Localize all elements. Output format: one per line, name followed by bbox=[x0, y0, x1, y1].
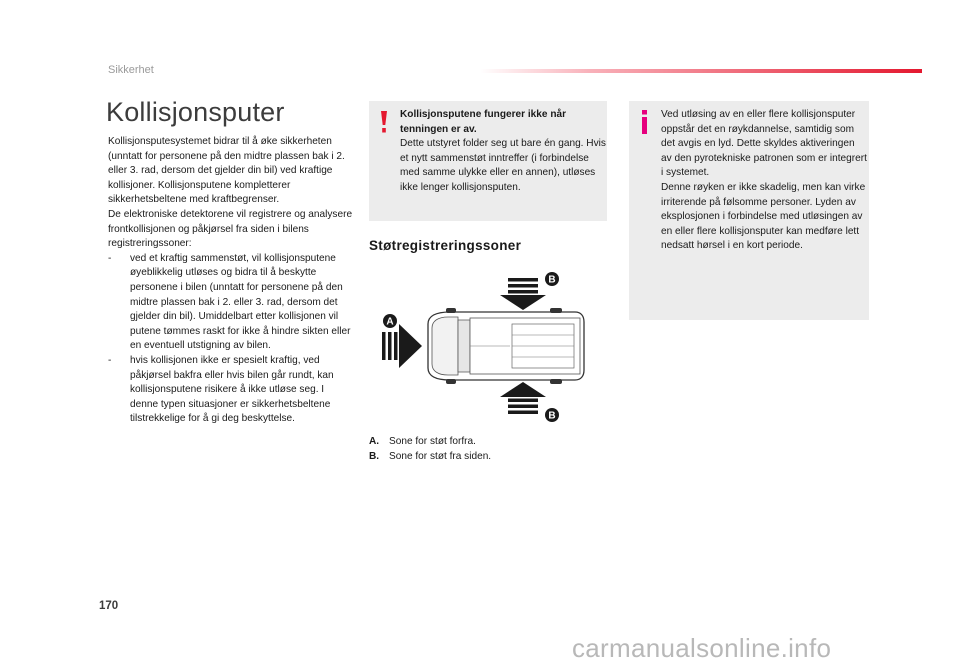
badge-b-top bbox=[545, 272, 559, 286]
info-paragraph: Denne røyken er ikke skadelig, men kan virke irriterende på følsomme personer. Lyden av eksplosjonen i forbindelse med utløsingen av en eller flere kollisjonsputer kan medføre lett nedsatt hørsel i en kort periode. bbox=[661, 181, 866, 252]
legend-item bbox=[369, 434, 491, 449]
intro-text bbox=[108, 135, 353, 427]
warning-text bbox=[400, 108, 606, 196]
warning-body: Dette utstyret folder seg ut bare én gang. Hvis et nytt sammenstøt inntreffer (i forbindelse med samme ulykke eller en annen), utløses ikke lenger kollisjonsputen. bbox=[400, 138, 606, 193]
legend-key: A. bbox=[369, 436, 380, 447]
info-icon bbox=[640, 110, 649, 134]
zones-legend bbox=[369, 434, 491, 464]
warning-bold: Kollisjonsputene fungerer ikke når tenningen er av. bbox=[400, 109, 567, 135]
legend-item bbox=[369, 449, 491, 464]
badge-b-bottom bbox=[545, 408, 559, 422]
van-illustration bbox=[428, 308, 584, 384]
section-header: Sikkerhet bbox=[108, 64, 154, 76]
page-title: Kollisjonsputer bbox=[106, 97, 285, 127]
list-item-text: ved et kraftig sammenstøt, vil kollisjonsputene øyeblikkelig utløses og bidra til å beskytte personene i bilen (unntatt for personene på den midtre plassen bak i 2. eller 3. rad, dersom det gjelder din bil). Umiddelbart etter kollisjonen vil putene tømmes raskt for ikke å hindre sikten eller en eventuell utstigning av bilen. bbox=[130, 252, 351, 352]
intro-paragraph: Kollisjonsputesystemet bidrar til å øke sikkerheten (unntatt for personene på den midtre plassen bak i 2. eller 3. rad, dersom det gjelder din bil) ved kraftige kollisjoner. Kollisjonsputene kompletterer sikkerhetsbeltene med kraftbegrenser. bbox=[108, 136, 345, 206]
arrow-b-top bbox=[500, 278, 546, 310]
header-accent-line bbox=[480, 69, 922, 73]
arrow-a-front bbox=[382, 324, 422, 368]
zones-heading: Støtregistreringssoner bbox=[369, 238, 522, 253]
list-dash: - bbox=[108, 354, 112, 366]
list-item bbox=[108, 252, 353, 354]
legend-key: B. bbox=[369, 451, 380, 462]
list-item bbox=[108, 354, 353, 427]
badge-b-top-label: B bbox=[548, 274, 556, 286]
intro-paragraph: De elektroniske detektorene vil registrere og analysere frontkollisjonen og påkjørsel fra siden i bilens registreringssoner: bbox=[108, 208, 353, 250]
legend-text: Sone for støt forfra. bbox=[389, 436, 476, 447]
impact-zones-diagram bbox=[370, 266, 610, 426]
warning-box bbox=[369, 101, 607, 221]
list-item-text: hvis kollisjonen ikke er spesielt kraftig, ved påkjørsel bakfra eller hvis bilen går rundt, kan kollisjonsputene risikere å ikke utløse seg. I denne typen situasjoner er sikkerhetsbeltene tilstrekkelige for å gi deg beskyttelse. bbox=[130, 354, 334, 425]
list-dash: - bbox=[108, 252, 112, 264]
legend-text: Sone for støt fra siden. bbox=[389, 451, 492, 462]
exclamation-icon bbox=[379, 111, 389, 133]
info-box bbox=[629, 101, 869, 320]
badge-a bbox=[383, 314, 397, 328]
badge-a-label: A bbox=[386, 316, 394, 328]
page-number: 170 bbox=[99, 600, 119, 612]
arrow-b-bottom bbox=[500, 382, 546, 414]
badge-b-bottom-label: B bbox=[548, 410, 556, 422]
watermark: carmanualsonline.info bbox=[572, 633, 832, 663]
info-paragraph: Ved utløsing av en eller flere kollisjonsputer oppstår det en røykdannelse, samtidig som det avgis en lyd. Dette skyldes aktiveringen av den pyrotekniske patronen som er integrert i systemet. bbox=[661, 109, 867, 179]
info-text bbox=[661, 108, 867, 254]
